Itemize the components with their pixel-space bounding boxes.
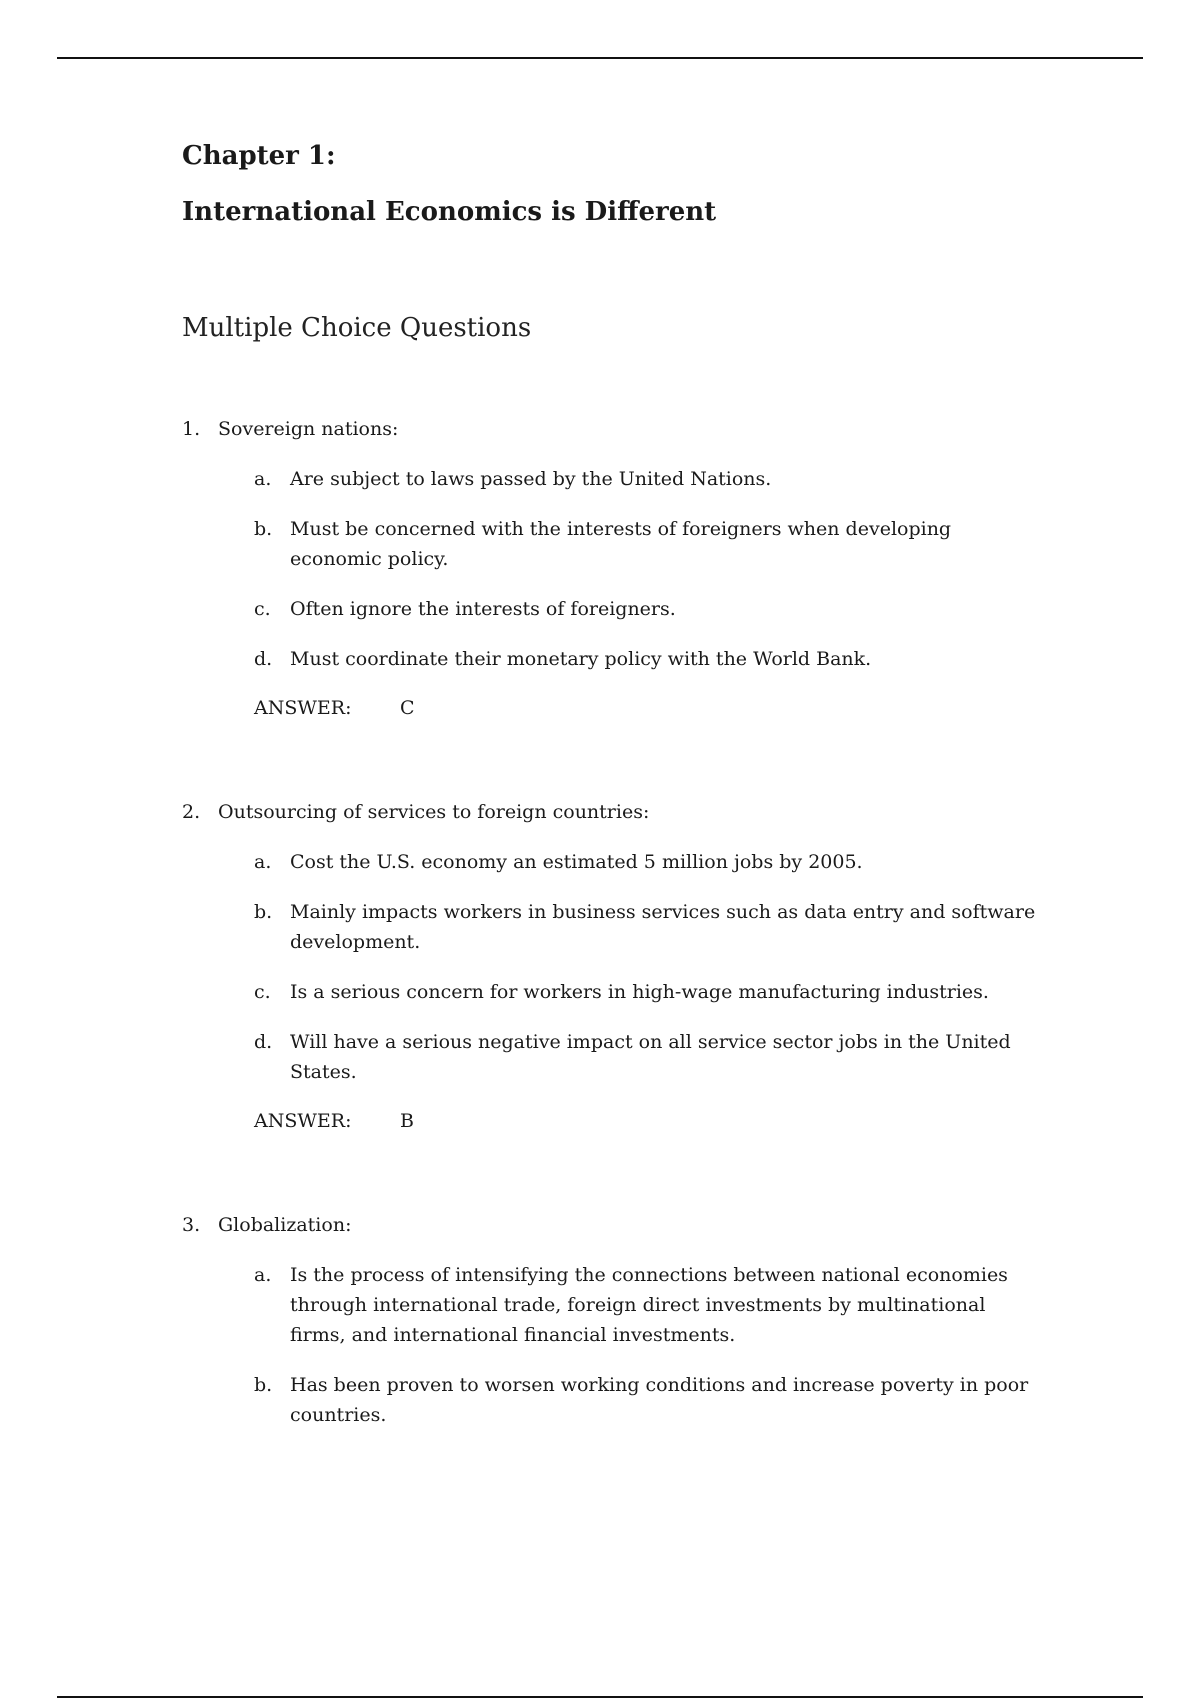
- option-c: [254, 594, 1044, 624]
- question-number: 3.: [182, 1214, 201, 1237]
- option-a: [254, 464, 1044, 494]
- answer-value: C: [400, 696, 415, 719]
- option-letter: b.: [254, 1373, 273, 1396]
- chapter-title: International Economics is Different: [182, 196, 717, 227]
- footer-rule: [57, 1696, 1143, 1698]
- option-b: [254, 897, 1044, 957]
- option-list: [254, 1260, 1042, 1430]
- question-2: [182, 798, 1042, 1135]
- option-letter: a.: [254, 1263, 272, 1286]
- question-1: [182, 415, 1042, 722]
- option-text: Mainly impacts workers in business services such as data entry and software development.: [290, 900, 1036, 953]
- question-stem: [182, 415, 1042, 444]
- page-content: [182, 140, 1042, 1450]
- answer-label: ANSWER:: [254, 696, 352, 719]
- option-text: Cost the U.S. economy an estimated 5 million jobs by 2005.: [290, 850, 863, 873]
- option-list: [254, 464, 1042, 674]
- option-letter: c.: [254, 980, 271, 1003]
- option-letter: d.: [254, 647, 273, 670]
- option-letter: a.: [254, 467, 272, 490]
- option-list: [254, 847, 1042, 1087]
- question-stem: [182, 1211, 1042, 1240]
- chapter-number: Chapter 1:: [182, 141, 336, 171]
- option-text: Has been proven to worsen working conditions and increase poverty in poor countries.: [290, 1373, 1029, 1426]
- option-text: Are subject to laws passed by the United Nations.: [290, 467, 772, 490]
- option-text: Must be concerned with the interests of foreigners when developing economic policy.: [290, 517, 952, 570]
- option-a: [254, 847, 1044, 877]
- option-letter: c.: [254, 597, 271, 620]
- option-text: Is a serious concern for workers in high-wage manufacturing industries.: [290, 980, 989, 1003]
- question-number: 1.: [182, 418, 201, 441]
- option-d: [254, 1027, 1044, 1087]
- section-heading: Multiple Choice Questions: [182, 312, 532, 343]
- question-number: 2.: [182, 801, 201, 824]
- option-text: Will have a serious negative impact on all service sector jobs in the United States.: [290, 1030, 1011, 1083]
- answer-value: B: [400, 1109, 414, 1132]
- option-text: Is the process of intensifying the connections between national economies through international trade, foreign direct investments by multinational firms, and international financial investments.: [290, 1263, 1008, 1346]
- question-stem: [182, 798, 1042, 827]
- option-b: [254, 514, 1044, 574]
- answer-label: ANSWER:: [254, 1109, 352, 1132]
- question-3: [182, 1211, 1042, 1430]
- option-letter: a.: [254, 850, 272, 873]
- option-text: Must coordinate their monetary policy with the World Bank.: [290, 647, 872, 670]
- answer-line: [254, 694, 1042, 723]
- option-text: Often ignore the interests of foreigners.: [290, 597, 676, 620]
- option-letter: b.: [254, 517, 273, 540]
- option-c: [254, 977, 1044, 1007]
- option-b: [254, 1370, 1044, 1430]
- header-rule: [57, 57, 1143, 59]
- question-list: [182, 415, 1042, 1430]
- option-letter: b.: [254, 900, 273, 923]
- option-d: [254, 644, 1044, 674]
- option-a: [254, 1260, 1044, 1350]
- question-text: Outsourcing of services to foreign countries:: [218, 801, 650, 824]
- answer-line: [254, 1107, 1042, 1136]
- question-text: Globalization:: [218, 1214, 352, 1237]
- option-letter: d.: [254, 1030, 273, 1053]
- question-text: Sovereign nations:: [218, 418, 399, 441]
